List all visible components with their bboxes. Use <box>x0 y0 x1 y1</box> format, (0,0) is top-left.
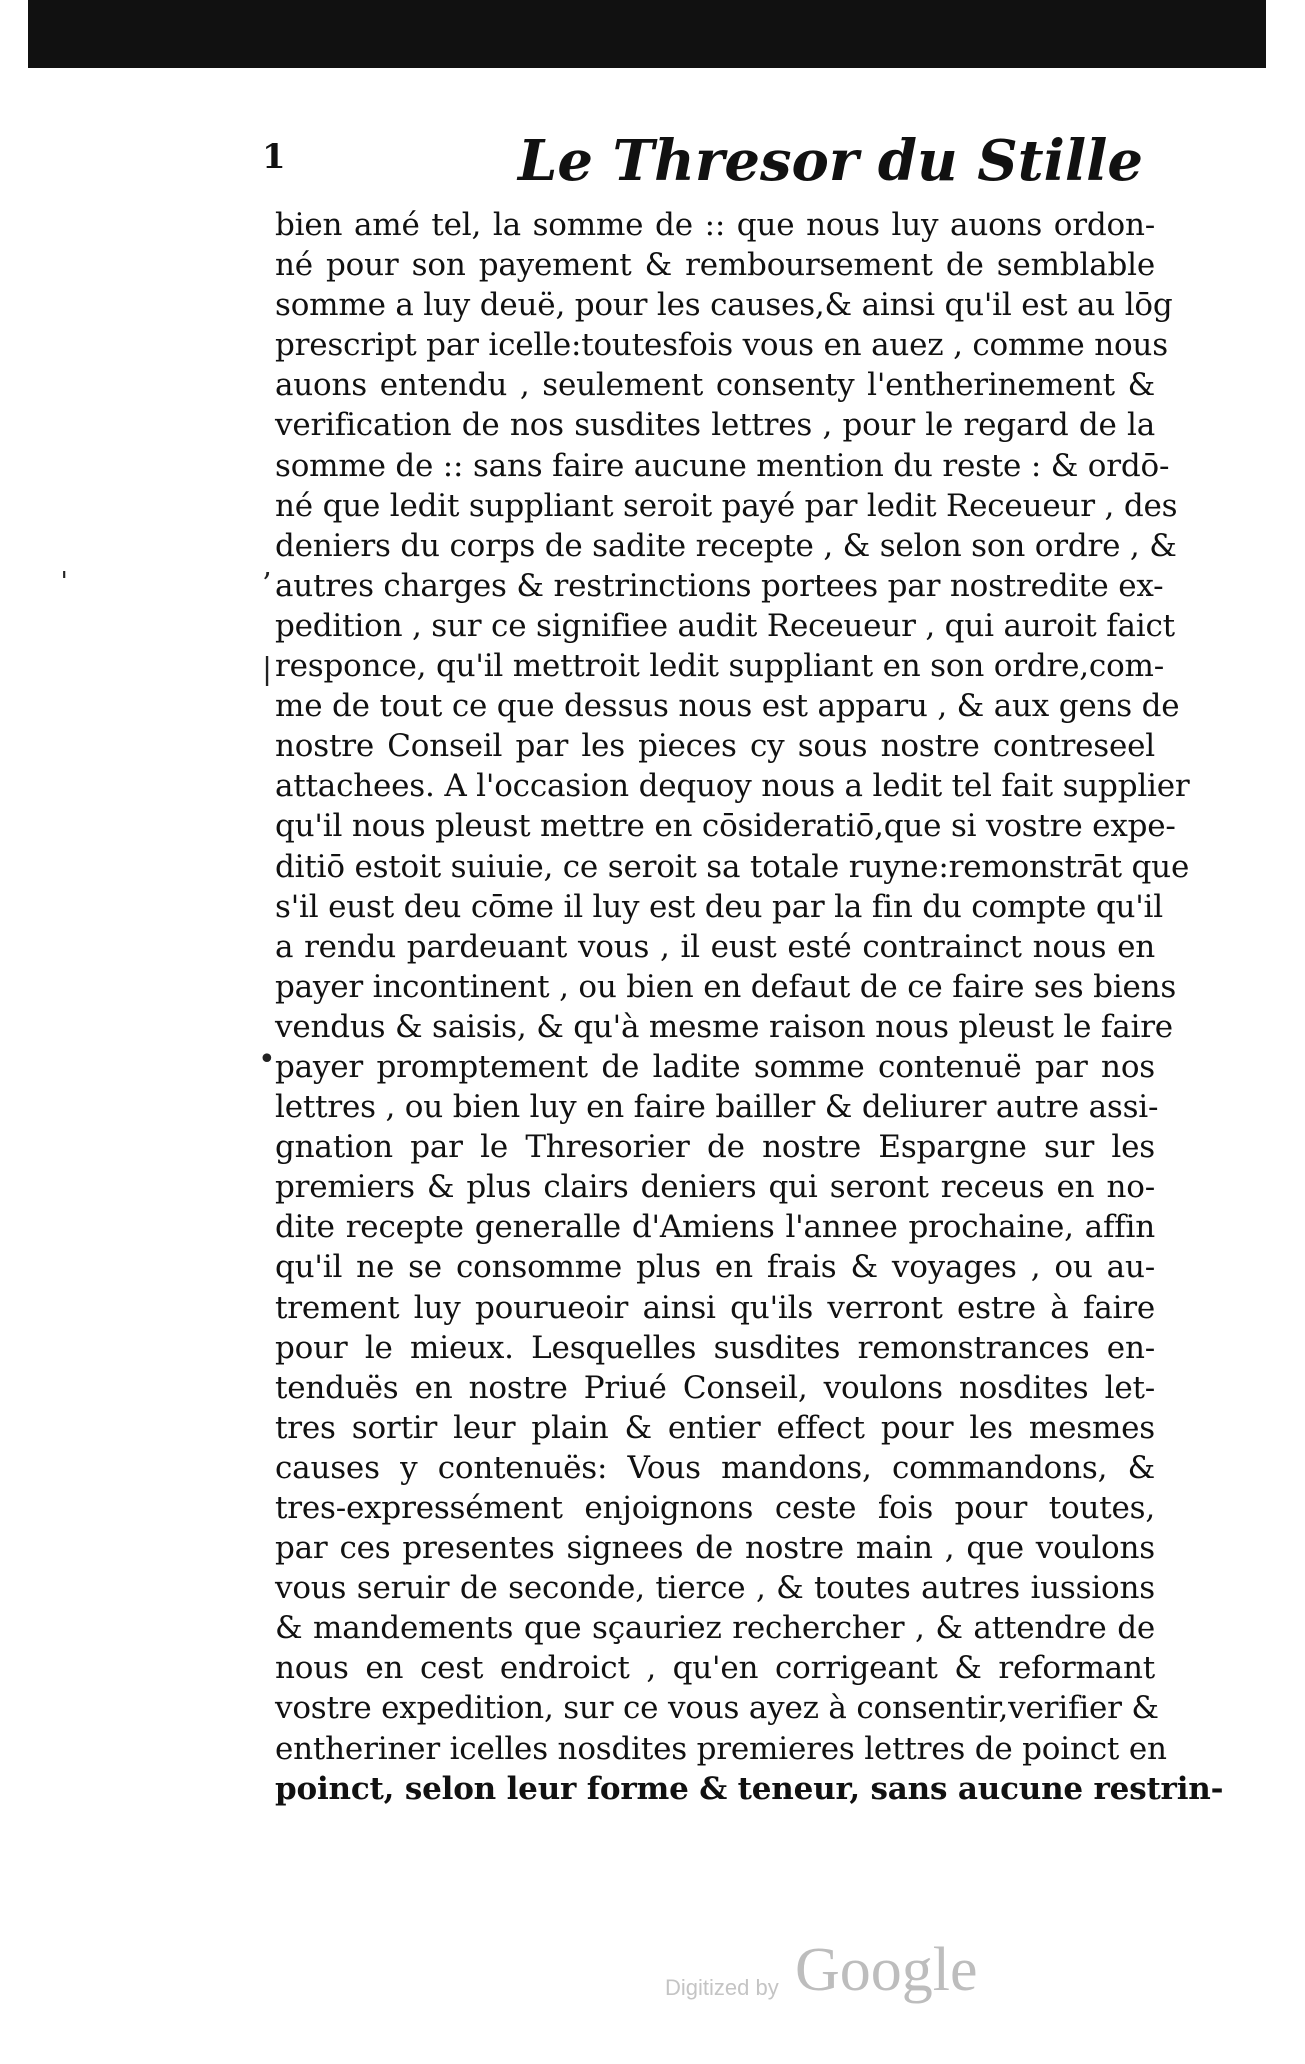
text-line: payer promptement de ladite somme contenuë par nos <box>275 1048 1155 1085</box>
text-line: lettres , ou bien luy en faire bailler & deliurer autre assi- <box>275 1089 1159 1126</box>
text-line: vostre expedition, sur ce vous ayez à consentir,verifier & <box>275 1690 1159 1727</box>
text-line: s'il eust deu cōme il luy est deu par la fin du compte qu'il <box>275 888 1163 925</box>
text-line: nostre Conseil par les pieces cy sous nostre contreseel <box>275 728 1155 765</box>
digitized-watermark <box>665 1935 1005 2015</box>
text-line: par ces presentes signees de nostre main , que voulons <box>275 1530 1155 1567</box>
page-header <box>250 125 1144 205</box>
text-line: tres-expressément enjoignons ceste fois pour toutes, <box>275 1490 1155 1526</box>
text-line: pedition , sur ce signifiee audit Receueur , qui auroit faict <box>275 607 1175 644</box>
text-line: tenduës en nostre Priué Conseil, voulons nosdites let- <box>275 1369 1155 1406</box>
text-line: verification de nos susdites lettres , pour le regard de la <box>275 407 1155 444</box>
text-line: causes y contenuës: Vous mandons, commandons, & <box>275 1449 1155 1486</box>
page-number: 1 <box>262 137 286 177</box>
text-line: somme de :: sans faire aucune mention du reste : & ordō- <box>275 447 1170 484</box>
margin-mark: | <box>262 652 273 687</box>
margin-mark: • <box>258 1042 276 1077</box>
text-line: me de tout ce que dessus nous est apparu , & aux gens de <box>275 688 1180 725</box>
text-line: qu'il ne se consomme plus en frais & voyages , ou au- <box>275 1249 1155 1286</box>
text-line: pour le mieux. Lesquelles susdites remonstrances en- <box>275 1329 1155 1366</box>
body-text <box>275 205 1224 1809</box>
text-line: entheriner icelles nosdites premieres lettres de poinct en <box>275 1730 1167 1767</box>
text-line: tres sortir leur plain & entier effect pour les mesmes <box>275 1409 1155 1446</box>
margin-mark: ’ <box>262 567 272 602</box>
text-line: dite recepte generalle d'Amiens l'annee prochaine, affin <box>275 1209 1155 1246</box>
text-line: vendus & saisis, & qu'à mesme raison nous pleust le faire <box>275 1008 1173 1045</box>
text-line: premiers & plus clairs deniers qui seront receus en no- <box>275 1169 1155 1206</box>
scan-top-bar <box>28 0 1266 68</box>
text-line: qu'il nous pleust mettre en cōsideratiō,que si vostre expe- <box>275 808 1176 845</box>
text-line: né pour son payement & remboursement de semblable <box>275 247 1155 284</box>
text-line: somme a luy deuë, pour les causes,& ainsi qu'il est au lōg <box>275 287 1173 324</box>
text-line: prescript par icelle:toutesfois vous en auez , comme nous <box>275 327 1168 364</box>
text-line: autres charges & restrinctions portees par nostredite ex- <box>275 567 1164 604</box>
text-line: gnation par le Thresorier de nostre Espargne sur les <box>275 1129 1155 1166</box>
text-line: poinct, selon leur forme & teneur, sans aucune restrin- <box>275 1770 1224 1807</box>
running-title: Le Thresor du Stille <box>518 128 1144 194</box>
text-line: & mandements que sçauriez rechercher , & attendre de <box>275 1610 1155 1647</box>
google-logo: Google <box>795 1936 978 2004</box>
text-line: a rendu pardeuant vous , il eust esté contrainct nous en <box>275 928 1155 965</box>
margin-mark: ˈ <box>60 567 69 602</box>
text-line: attachees. A l'occasion dequoy nous a ledit tel fait supplier <box>275 768 1190 805</box>
text-line: bien amé tel, la somme de :: que nous luy auons ordon- <box>275 207 1155 243</box>
text-line: trement luy pourueoir ainsi qu'ils verront estre à faire <box>275 1289 1155 1326</box>
text-line: nous en cest endroict , qu'en corrigeant & reformant <box>275 1650 1155 1687</box>
text-line: vous seruir de seconde, tierce , & toutes autres iussions <box>275 1570 1155 1607</box>
watermark-prefix: Digitized by <box>665 1975 779 2000</box>
text-line: auons entendu , seulement consenty l'entherinement & <box>275 367 1155 404</box>
text-line: payer incontinent , ou bien en defaut de ce faire ses biens <box>275 968 1177 1005</box>
text-line: deniers du corps de sadite recepte , & selon son ordre , & <box>275 527 1177 564</box>
text-line: responce, qu'il mettroit ledit suppliant en son ordre,com- <box>275 648 1165 685</box>
text-line: né que ledit suppliant seroit payé par ledit Receueur , des <box>275 487 1178 524</box>
text-line: ditiō estoit suiuie, ce seroit sa totale ruyne:remonstrāt que <box>275 848 1190 885</box>
